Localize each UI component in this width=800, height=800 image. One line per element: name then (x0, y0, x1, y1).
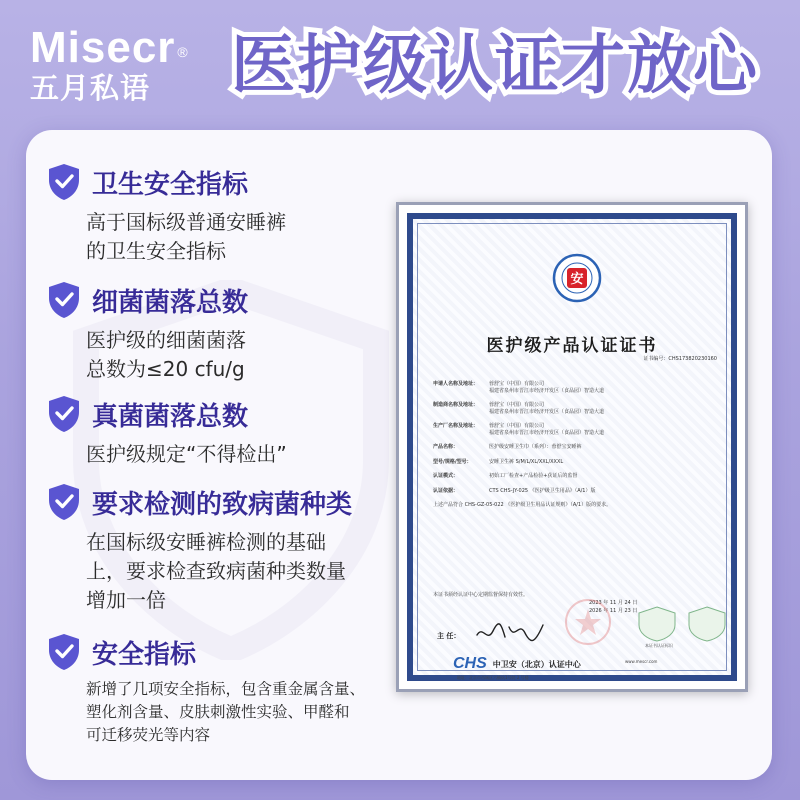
seal-char: 安 (570, 272, 584, 287)
certificate (396, 202, 748, 692)
chs-logo: CHS (453, 655, 487, 672)
issue-date: 2023 年 11 月 24 日 (589, 600, 638, 606)
shield-check-icon (46, 482, 82, 522)
brand-logo (30, 23, 189, 106)
certificate-row: 认证依据： CTS CHS-JY-025 《医护级卫生用品》（A/1）版 (433, 487, 596, 494)
feature-item-bacteria (46, 284, 248, 384)
certificate-border (407, 213, 737, 681)
certificate-row: 认证模式： 初始工厂检查+产品检验+获证后的监督 (433, 473, 578, 479)
feature-title: 安全指标 (92, 640, 197, 670)
marks-note: 本证书认证标识 (645, 643, 673, 648)
certificate-address: 地址：北京市西城区六铺炕1号院 2 号楼 (457, 675, 529, 680)
brand-name-en: Misecr ® (30, 23, 189, 72)
signature-image (473, 617, 553, 647)
certificate-title: 医护级产品认证证书 (486, 336, 658, 356)
certification-marks-icon (633, 603, 733, 643)
headline: 医护级认证才放心 (231, 28, 759, 103)
shield-check-icon (46, 280, 82, 320)
expiry-date: 2026 年 11 月 23 日 (589, 608, 638, 614)
feature-item-fungi (46, 398, 287, 469)
certificate-fields (433, 381, 725, 517)
feature-desc: 在国标级安睡裤检测的基础 上，要求检查致病菌种类数量 增加一倍 (86, 530, 346, 612)
feature-title: 卫生安全指标 (92, 170, 249, 200)
feature-title: 要求检测的致病菌种类 (92, 490, 353, 520)
certificate-row: 产品名称： 医护级安睡卫生巾（系列）：蓉舒宝安睡裤 (433, 444, 582, 450)
certificate-standard-line: 上述产品符合 CHS-GZ-05-022 《医护级卫生用品认证规则》（A/1）版的要求。 (433, 502, 612, 508)
certificate-row: 申请人名称及地址： 蓉舒宝（中国）有限公司 福建省泉州市晋江市经济开发区（食品园）智造大道 (433, 381, 605, 394)
director-label: 主 任： (437, 632, 461, 640)
feature-desc: 高于国标级普通安睡裤 的卫生安全指标 (86, 210, 286, 263)
feature-item-safety (46, 636, 365, 747)
shield-check-icon (46, 632, 82, 672)
certification-seal-icon (552, 253, 602, 303)
certificate-row: 制造商名称及地址： 蓉舒宝（中国）有限公司 福建省泉州市晋江市经济开发区（食品园）智造大道 (433, 402, 605, 415)
brand-name-cn: 五月私语 (30, 71, 151, 105)
feature-item-hygiene (46, 166, 286, 266)
certificate-row: 生产厂名称及地址： 蓉舒宝（中国）有限公司 福建省泉州市晋江市经济开发区（食品园）智造大道 (433, 423, 605, 436)
feature-title: 细菌菌落总数 (92, 288, 249, 318)
org-name: 中卫安（北京）认证中心 (492, 659, 581, 669)
certificate-number: 证书编号：CHS173820230160 (643, 356, 717, 362)
certification-org (453, 655, 581, 673)
feature-title: 真菌菌落总数 (92, 402, 249, 432)
registered-mark: ® (177, 44, 189, 60)
certificate-website: www.mescr.com (625, 659, 658, 664)
certificate-validity-note: 本证书须经认证中心定期监督保持有效性。 (433, 592, 529, 598)
shield-check-icon (46, 162, 82, 202)
feature-desc: 新增了几项安全指标，包含重金属含量、 塑化剂含量、皮肤刺激性实验、甲醛和 可迁移荧光等内容 (86, 680, 366, 744)
certificate-row: 型号/规格/型号： 安睡卫生裤 S/M/L/XL/XXL/XXXL (433, 458, 564, 465)
official-stamp-icon (563, 597, 613, 647)
shield-check-icon (46, 394, 82, 434)
feature-item-pathogens (46, 486, 352, 615)
feature-desc: 医护级的细菌菌落 总数为≤20 cfu/g (86, 328, 246, 381)
certificate-dates (589, 599, 637, 615)
feature-desc: 医护级规定“不得检出” (86, 442, 287, 466)
